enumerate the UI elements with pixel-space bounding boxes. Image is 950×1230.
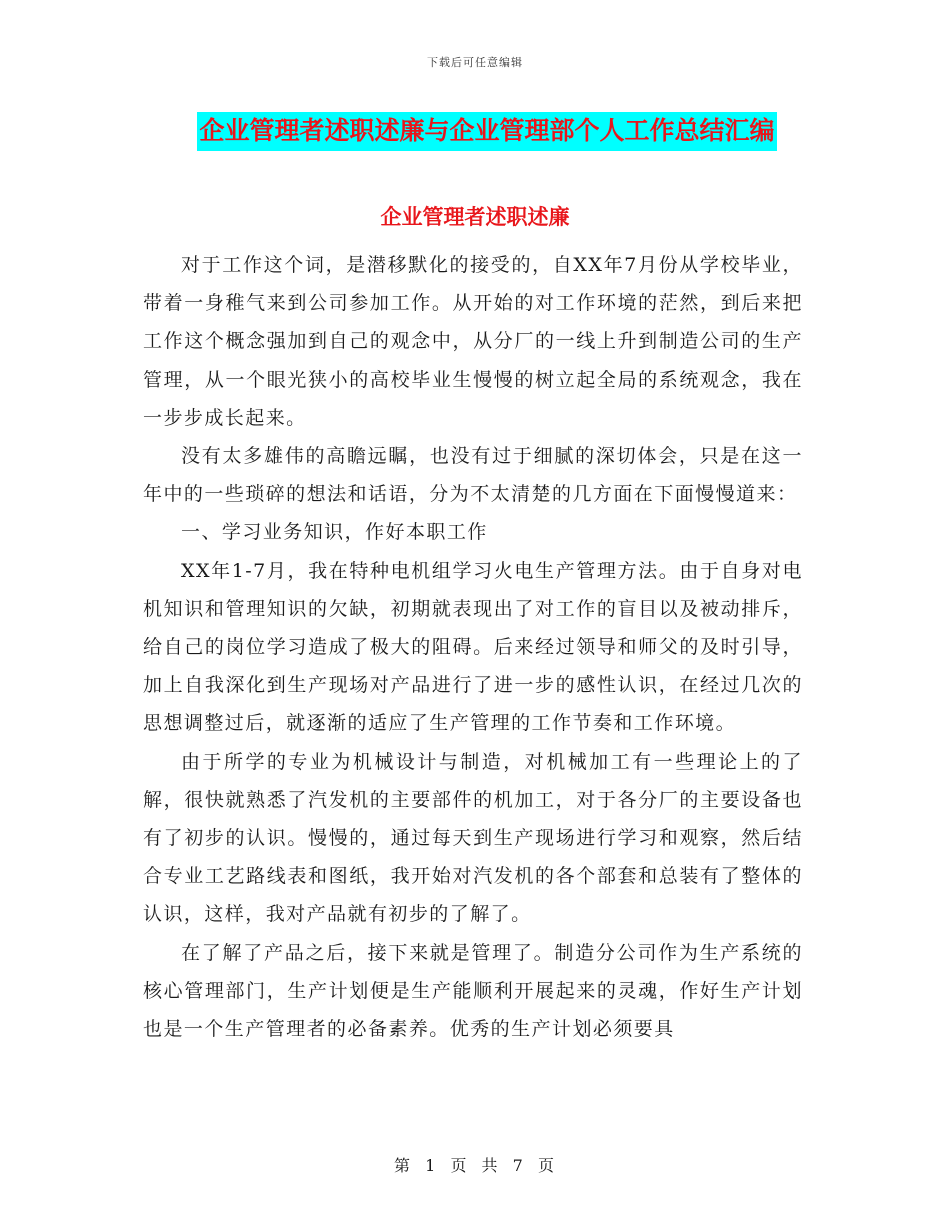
section-heading: 一、学习业务知识，作好本职工作	[181, 521, 488, 544]
page-number: 1	[425, 1156, 438, 1175]
header-note: 下载后可任意编辑	[427, 56, 523, 69]
document-body	[143, 246, 803, 1048]
total-unit: 页	[537, 1156, 556, 1175]
page-unit: 页	[450, 1156, 469, 1175]
document-title: 企业管理者述职述廉与企业管理部个人工作总结汇编	[197, 112, 776, 151]
total-pages: 7	[512, 1156, 525, 1175]
paragraph: 在了解了产品之后，接下来就是管理了。制造分公司作为生产系统的核心管理部门，生产计划便是生产能顺利开展起来的灵魂，作好生产计划也是一个生产管理者的必备素养。优秀的生产计划必须要具	[143, 941, 803, 1041]
paragraph: XX年1-7月，我在特种电机组学习火电生产管理方法。由于自身对电机知识和管理知识的欠缺，初期就表现出了对工作的盲目以及被动排斥，给自己的岗位学习造成了极大的阻碍。后来经过领导和师父的及时引导，加上自我深化到生产现场对产品进行了进一步的感性认识，在经过几次的思想调整过后，就逐渐的适应了生产管理的工作节奏和工作环境。	[143, 559, 803, 735]
paragraph: 对于工作这个词，是潜移默化的接受的，自XX年7月份从学校毕业，带着一身稚气来到公司参加工作。从开始的对工作环境的茫然，到后来把工作这个概念强加到自己的观念中，从分厂的一线上升到制造公司的生产管理，从一个眼光狭小的高校毕业生慢慢的树立起全局的系统观念，我在一步步成长起来。	[143, 254, 803, 429]
section-title: 企业管理者述职述廉	[380, 204, 570, 229]
paragraph: 由于所学的专业为机械设计与制造，对机械加工有一些理论上的了解，很快就熟悉了汽发机的主要部件的机加工，对于各分厂的主要设备也有了初步的认识。慢慢的，通过每天到生产现场进行学习和观察，然后结合专业工艺路线表和图纸，我开始对汽发机的各个部套和总装有了整体的认识，这样，我对产品就有初步的了解了。	[143, 750, 803, 926]
document-title-container	[0, 112, 950, 151]
total-label: 共	[481, 1156, 500, 1175]
page-label: 第	[394, 1156, 413, 1175]
page-footer	[0, 1153, 950, 1176]
paragraph: 没有太多雄伟的高瞻远瞩，也没有过于细腻的深切体会，只是在这一年中的一些琐碎的想法和话语，分为不太清楚的几方面在下面慢慢道来：	[143, 445, 803, 506]
